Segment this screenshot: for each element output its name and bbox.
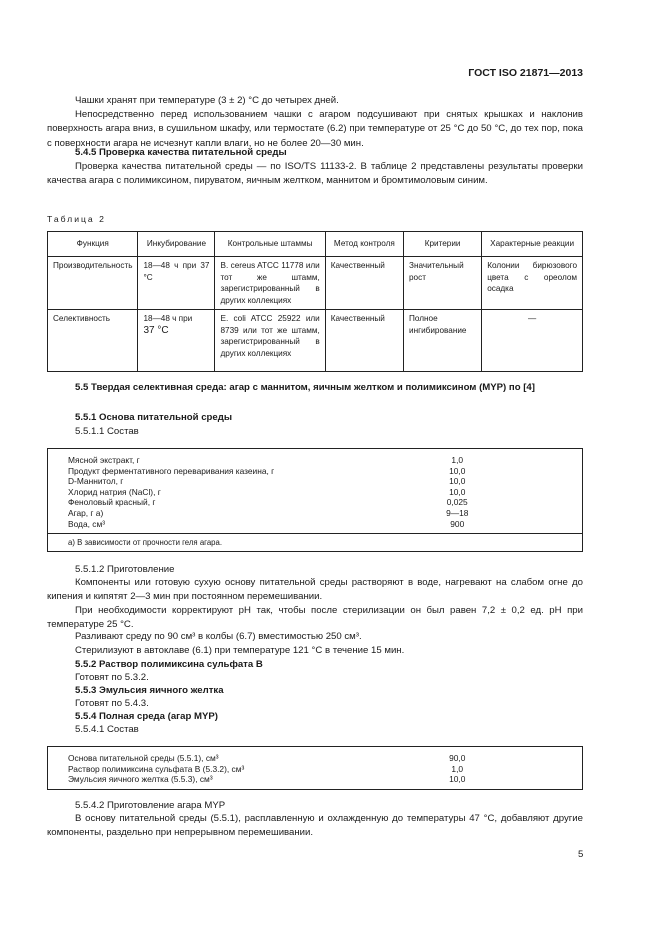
composition-row xyxy=(48,774,582,785)
subheading-5-5-1-2: 5.5.1.2 Приготовление xyxy=(75,564,175,575)
paragraph-sterilize: Стерилизуют в автоклаве (6.1) при температуре 121 °С в течение 15 мин. xyxy=(75,645,405,656)
table-2 xyxy=(47,231,583,372)
ingredient-value: 1,0 xyxy=(451,455,464,465)
table-cell xyxy=(138,310,215,372)
heading-5-5-3: 5.5.3 Эмульсия яичного желтка xyxy=(75,685,224,696)
ingredient-name: D-Маннитол, г xyxy=(68,476,124,487)
ingredient-value: 10,0 xyxy=(449,476,466,487)
heading-5-5-4: 5.5.4 Полная среда (агар MYP) xyxy=(75,711,219,722)
paragraph-dispense: Разливают среду по 90 см³ в колбы (6.7) вместимостью 250 см³. xyxy=(75,631,362,642)
ingredient-value: 10,0 xyxy=(449,486,466,497)
paragraph-myp-preparation: В основу питательной среды (5.5.1), расплавленную и охлажденную до температуры 47 °С, добавляют другие компоненты, раздельно при непрерывном перемешивании. xyxy=(47,813,583,839)
table-cell: Колонии бирюзового цвета с ореолом осадка xyxy=(482,257,583,310)
table-cell: Полное ингибирование xyxy=(404,310,482,372)
heading-5-5: 5.5 Твердая селективная среда: агар с маннитом, яичным желтком и полимиксином (MYP) по [4] xyxy=(75,382,535,393)
table-header-cell: Критерии xyxy=(404,232,482,257)
table-header-cell: Инкубирование xyxy=(138,232,215,257)
paragraph-drying: Непосредственно перед использованием чашки с агаром подсушивают при снятых крышках и наклонив поверхность агара вниз, в сушильном шкафу, или термостате (6.2) при температуре от 25 °С до 50 °С, до тех пор, пока с поверхности агара не исчезнут капли влаги, но не более 20—30 мин. xyxy=(47,109,583,149)
ingredient-value: 9—18 xyxy=(446,507,469,518)
composition-row xyxy=(48,455,582,466)
ingredient-value: 1,0 xyxy=(451,763,464,774)
ingredient-name: Феноловый красный, г xyxy=(68,497,156,508)
ingredient-value: 10,0 xyxy=(449,774,466,785)
table-cell: Производительность xyxy=(48,257,138,310)
text-5-5-3: Готовят по 5.4.3. xyxy=(75,698,149,709)
table-header-cell: Контрольные штаммы xyxy=(215,232,325,257)
composition-row xyxy=(48,466,582,477)
table-cell: — xyxy=(482,310,583,372)
ingredient-value: 0,025 xyxy=(446,497,468,508)
composition-row xyxy=(48,508,582,519)
composition-row xyxy=(48,476,582,487)
text-5-5-2: Готовят по 5.3.2. xyxy=(75,672,149,683)
table-cell: Качественный xyxy=(325,257,403,310)
heading-5-4-5: 5.4.5 Проверка качества питательной среды xyxy=(75,147,287,158)
document-standard-number: ГОСТ ISO 21871—2013 xyxy=(468,67,583,79)
paragraph-preparation: Компоненты или готовую сухую основу питательной среды растворяют в воде, нагревают на слабом огне до кипения и кипятят 2—3 мин при постоянном перемешивании. xyxy=(47,577,583,603)
composition-row xyxy=(48,497,582,508)
ingredient-name: Мясной экстракт, г xyxy=(68,455,140,465)
table-header-cell: Характерные реакции xyxy=(482,232,583,257)
ingredient-value: 10,0 xyxy=(449,465,466,476)
heading-5-5-2: 5.5.2 Раствор полимиксина сульфата В xyxy=(75,659,263,670)
ingredient-name: Основа питательной среды (5.5.1), см³ xyxy=(68,753,219,763)
subheading-5-5-4-1: 5.5.4.1 Состав xyxy=(75,724,139,735)
composition-row xyxy=(48,764,582,775)
paragraph-quality-check: Проверка качества питательной среды — по ISO/TS 11133-2. В таблице 2 представлены результаты проверки качества агара с полимиксином, пируватом, яичным желтком, маннитом и бромтимоловым синим. xyxy=(47,161,583,187)
table-header-cell: Функция xyxy=(48,232,138,257)
table-cell: E. coli ATCC 25922 или 8739 или тот же штамм, зарегистрированный в других коллекциях xyxy=(215,310,325,372)
table-cell: Качественный xyxy=(325,310,403,372)
page-number: 5 xyxy=(578,849,584,860)
ingredient-name: Эмульсия яичного желтка (5.5.3), см³ xyxy=(68,774,213,785)
paragraph-storage: Чашки хранят при температуре (3 ± 2) °С до четырех дней. xyxy=(75,95,339,106)
table-row xyxy=(48,257,583,310)
table-header-row xyxy=(48,232,583,257)
paragraph-ph: При необходимости корректируют pH так, чтобы после стерилизации он был равен 7,2 ± 0,2 ед. pH при температуре 25 °С. xyxy=(47,605,583,631)
table-2-caption: Таблица 2 xyxy=(47,214,106,224)
ingredient-name: Продукт ферментативного переваривания казеина, г xyxy=(68,465,275,476)
ingredient-name: Агар, г а) xyxy=(68,507,104,518)
subheading-5-5-4-2: 5.5.4.2 Приготовление агара MYP xyxy=(75,800,226,811)
incubation-temperature: 37 °С xyxy=(143,324,169,336)
table-cell: Значительный рост xyxy=(404,257,482,310)
composition-row xyxy=(48,753,582,764)
incubation-time: 18—48 ч при xyxy=(143,314,193,323)
table-cell: 18—48 ч при 37 °С xyxy=(138,257,215,310)
table-cell: Селективность xyxy=(48,310,138,372)
ingredient-value: 900 xyxy=(450,518,465,529)
ingredient-name: Хлорид натрия (NaCl), г xyxy=(68,486,161,497)
ingredient-value: 90,0 xyxy=(449,753,466,763)
composition-table-complete xyxy=(47,746,583,790)
table-header-cell: Метод контроля xyxy=(325,232,403,257)
composition-row xyxy=(48,519,582,534)
ingredient-name: Вода, см³ xyxy=(68,518,105,529)
heading-5-5-1: 5.5.1 Основа питательной среды xyxy=(75,412,233,423)
table-row xyxy=(48,310,583,372)
ingredient-name: Раствор полимиксина сульфата В (5.3.2), см³ xyxy=(68,763,245,774)
table-cell: B. cereus ATCC 11778 или тот же штамм, зарегистрированный в других коллекциях xyxy=(215,257,325,310)
subheading-5-5-1-1: 5.5.1.1 Состав xyxy=(75,426,139,437)
composition-footnote: а) В зависимости от прочности геля агара. xyxy=(48,533,582,551)
composition-table-base xyxy=(47,448,583,552)
composition-row xyxy=(48,487,582,498)
